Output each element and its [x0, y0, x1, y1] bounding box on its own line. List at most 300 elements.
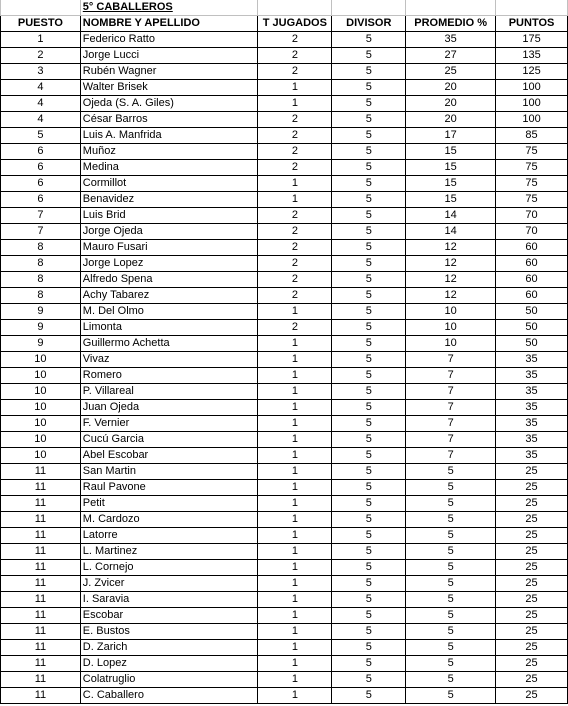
puntos-cell[interactable]: 75 [496, 160, 568, 176]
table-row [1, 320, 568, 336]
promedio-cell[interactable]: 7 [406, 400, 496, 416]
puesto-cell[interactable]: 8 [1, 256, 81, 272]
promedio-cell[interactable]: 14 [406, 224, 496, 240]
puesto-cell[interactable]: 11 [1, 672, 81, 688]
t-jugados-cell[interactable]: 1 [258, 384, 332, 400]
nombre-cell[interactable]: D. Lopez [80, 656, 258, 672]
puntos-cell[interactable]: 60 [496, 272, 568, 288]
puesto-cell[interactable]: 11 [1, 576, 81, 592]
promedio-cell[interactable]: 5 [406, 624, 496, 640]
puntos-cell[interactable]: 25 [496, 672, 568, 688]
table-row [1, 48, 568, 64]
nombre-cell[interactable]: Petit [80, 496, 258, 512]
puntos-cell[interactable]: 135 [496, 48, 568, 64]
promedio-cell[interactable]: 7 [406, 368, 496, 384]
t-jugados-cell[interactable]: 2 [258, 272, 332, 288]
puntos-cell[interactable]: 25 [496, 592, 568, 608]
t-jugados-cell[interactable]: 1 [258, 464, 332, 480]
t-jugados-cell[interactable]: 1 [258, 336, 332, 352]
header-t-jugados[interactable]: T JUGADOS [258, 16, 332, 32]
nombre-cell[interactable]: Benavidez [80, 192, 258, 208]
nombre-cell[interactable]: Luis Brid [80, 208, 258, 224]
puntos-cell[interactable]: 25 [496, 480, 568, 496]
nombre-cell[interactable]: Cucú Garcia [80, 432, 258, 448]
puntos-cell[interactable]: 25 [496, 528, 568, 544]
puntos-cell[interactable]: 25 [496, 464, 568, 480]
t-jugados-cell[interactable]: 2 [258, 64, 332, 80]
divisor-cell[interactable]: 5 [332, 448, 406, 464]
nombre-cell[interactable]: Limonta [80, 320, 258, 336]
header-nombre[interactable]: NOMBRE Y APELLIDO [80, 16, 258, 32]
promedio-cell[interactable]: 7 [406, 432, 496, 448]
puntos-cell[interactable]: 25 [496, 544, 568, 560]
header-row [1, 16, 568, 32]
puntos-cell[interactable]: 75 [496, 176, 568, 192]
puesto-cell[interactable]: 5 [1, 128, 81, 144]
t-jugados-cell[interactable]: 2 [258, 144, 332, 160]
puntos-cell[interactable]: 85 [496, 128, 568, 144]
puesto-cell[interactable]: 7 [1, 224, 81, 240]
title-blank-cell[interactable] [332, 0, 406, 16]
table-row [1, 480, 568, 496]
table-row [1, 400, 568, 416]
t-jugados-cell[interactable]: 2 [258, 288, 332, 304]
divisor-cell[interactable]: 5 [332, 640, 406, 656]
divisor-cell[interactable]: 5 [332, 176, 406, 192]
table-row [1, 208, 568, 224]
promedio-cell[interactable]: 5 [406, 464, 496, 480]
divisor-cell[interactable]: 5 [332, 432, 406, 448]
promedio-cell[interactable]: 5 [406, 656, 496, 672]
t-jugados-cell[interactable]: 2 [258, 160, 332, 176]
table-row [1, 352, 568, 368]
promedio-cell[interactable]: 7 [406, 384, 496, 400]
t-jugados-cell[interactable]: 1 [258, 448, 332, 464]
table-row [1, 64, 568, 80]
puntos-cell[interactable]: 25 [496, 688, 568, 704]
promedio-cell[interactable]: 7 [406, 416, 496, 432]
puesto-cell[interactable]: 11 [1, 480, 81, 496]
puntos-cell[interactable]: 35 [496, 384, 568, 400]
table-row [1, 656, 568, 672]
table-row [1, 160, 568, 176]
puntos-cell[interactable]: 50 [496, 336, 568, 352]
puesto-cell[interactable]: 9 [1, 304, 81, 320]
promedio-cell[interactable]: 27 [406, 48, 496, 64]
puesto-cell[interactable]: 4 [1, 112, 81, 128]
nombre-cell[interactable]: F. Vernier [80, 416, 258, 432]
t-jugados-cell[interactable]: 1 [258, 512, 332, 528]
table-row [1, 384, 568, 400]
table-row [1, 592, 568, 608]
nombre-cell[interactable]: Guillermo Achetta [80, 336, 258, 352]
header-puesto[interactable]: PUESTO [1, 16, 81, 32]
promedio-cell[interactable]: 15 [406, 176, 496, 192]
t-jugados-cell[interactable]: 1 [258, 176, 332, 192]
puesto-cell[interactable]: 11 [1, 464, 81, 480]
divisor-cell[interactable]: 5 [332, 224, 406, 240]
promedio-cell[interactable]: 25 [406, 64, 496, 80]
promedio-cell[interactable]: 5 [406, 608, 496, 624]
puesto-cell[interactable]: 10 [1, 384, 81, 400]
puesto-cell[interactable]: 11 [1, 640, 81, 656]
puesto-cell[interactable]: 8 [1, 288, 81, 304]
t-jugados-cell[interactable]: 1 [258, 608, 332, 624]
t-jugados-cell[interactable]: 1 [258, 192, 332, 208]
nombre-cell[interactable]: Rubén Wagner [80, 64, 258, 80]
divisor-cell[interactable]: 5 [332, 608, 406, 624]
t-jugados-cell[interactable]: 1 [258, 624, 332, 640]
table-row [1, 368, 568, 384]
nombre-cell[interactable]: Abel Escobar [80, 448, 258, 464]
table-row [1, 672, 568, 688]
puntos-cell[interactable]: 25 [496, 560, 568, 576]
nombre-cell[interactable]: Vivaz [80, 352, 258, 368]
divisor-cell[interactable]: 5 [332, 352, 406, 368]
t-jugados-cell[interactable]: 1 [258, 416, 332, 432]
divisor-cell[interactable]: 5 [332, 384, 406, 400]
promedio-cell[interactable]: 7 [406, 352, 496, 368]
puntos-cell[interactable]: 35 [496, 448, 568, 464]
nombre-cell[interactable]: Jorge Ojeda [80, 224, 258, 240]
puntos-cell[interactable]: 60 [496, 240, 568, 256]
table-row [1, 272, 568, 288]
nombre-cell[interactable]: Federico Ratto [80, 32, 258, 48]
divisor-cell[interactable]: 5 [332, 592, 406, 608]
nombre-cell[interactable]: D. Zarich [80, 640, 258, 656]
promedio-cell[interactable]: 5 [406, 528, 496, 544]
t-jugados-cell[interactable]: 1 [258, 80, 332, 96]
table-row [1, 608, 568, 624]
puesto-cell[interactable]: 1 [1, 32, 81, 48]
nombre-cell[interactable]: Jorge Lopez [80, 256, 258, 272]
divisor-cell[interactable]: 5 [332, 32, 406, 48]
puesto-cell[interactable]: 10 [1, 448, 81, 464]
promedio-cell[interactable]: 35 [406, 32, 496, 48]
category-title[interactable]: 5° CABALLEROS [80, 0, 258, 16]
t-jugados-cell[interactable]: 2 [258, 320, 332, 336]
divisor-cell[interactable]: 5 [332, 64, 406, 80]
promedio-cell[interactable]: 12 [406, 288, 496, 304]
nombre-cell[interactable]: Mauro Fusari [80, 240, 258, 256]
promedio-cell[interactable]: 5 [406, 688, 496, 704]
promedio-cell[interactable]: 15 [406, 144, 496, 160]
divisor-cell[interactable]: 5 [332, 208, 406, 224]
table-row [1, 544, 568, 560]
puesto-cell[interactable]: 11 [1, 528, 81, 544]
t-jugados-cell[interactable]: 2 [258, 128, 332, 144]
nombre-cell[interactable]: E. Bustos [80, 624, 258, 640]
divisor-cell[interactable]: 5 [332, 480, 406, 496]
puesto-cell[interactable]: 10 [1, 352, 81, 368]
promedio-cell[interactable]: 14 [406, 208, 496, 224]
divisor-cell[interactable]: 5 [332, 288, 406, 304]
table-row [1, 576, 568, 592]
puntos-cell[interactable]: 100 [496, 112, 568, 128]
puntos-cell[interactable]: 75 [496, 144, 568, 160]
puntos-cell[interactable]: 35 [496, 416, 568, 432]
puesto-cell[interactable]: 9 [1, 320, 81, 336]
t-jugados-cell[interactable]: 1 [258, 352, 332, 368]
title-blank-cell[interactable] [1, 0, 81, 16]
table-row [1, 528, 568, 544]
divisor-cell[interactable]: 5 [332, 112, 406, 128]
puesto-cell[interactable]: 4 [1, 80, 81, 96]
t-jugados-cell[interactable]: 1 [258, 368, 332, 384]
puntos-cell[interactable]: 125 [496, 64, 568, 80]
t-jugados-cell[interactable]: 1 [258, 432, 332, 448]
puesto-cell[interactable]: 11 [1, 624, 81, 640]
divisor-cell[interactable]: 5 [332, 512, 406, 528]
puesto-cell[interactable]: 11 [1, 544, 81, 560]
promedio-cell[interactable]: 15 [406, 160, 496, 176]
table-row [1, 512, 568, 528]
nombre-cell[interactable]: J. Zvicer [80, 576, 258, 592]
promedio-cell[interactable]: 12 [406, 256, 496, 272]
nombre-cell[interactable]: Ojeda (S. A. Giles) [80, 96, 258, 112]
nombre-cell[interactable]: M. Cardozo [80, 512, 258, 528]
promedio-cell[interactable]: 5 [406, 672, 496, 688]
puntos-cell[interactable]: 60 [496, 256, 568, 272]
puntos-cell[interactable]: 175 [496, 32, 568, 48]
t-jugados-cell[interactable]: 1 [258, 560, 332, 576]
divisor-cell[interactable]: 5 [332, 400, 406, 416]
t-jugados-cell[interactable]: 1 [258, 528, 332, 544]
t-jugados-cell[interactable]: 1 [258, 592, 332, 608]
puesto-cell[interactable]: 11 [1, 512, 81, 528]
title-blank-cell[interactable] [406, 0, 496, 16]
nombre-cell[interactable]: César Barros [80, 112, 258, 128]
puesto-cell[interactable]: 11 [1, 688, 81, 704]
puntos-cell[interactable]: 60 [496, 288, 568, 304]
table-row [1, 80, 568, 96]
divisor-cell[interactable]: 5 [332, 656, 406, 672]
divisor-cell[interactable]: 5 [332, 240, 406, 256]
t-jugados-cell[interactable]: 1 [258, 304, 332, 320]
divisor-cell[interactable]: 5 [332, 128, 406, 144]
puesto-cell[interactable]: 6 [1, 144, 81, 160]
divisor-cell[interactable]: 5 [332, 368, 406, 384]
divisor-cell[interactable]: 5 [332, 336, 406, 352]
t-jugados-cell[interactable]: 1 [258, 400, 332, 416]
t-jugados-cell[interactable]: 1 [258, 496, 332, 512]
puntos-cell[interactable]: 25 [496, 624, 568, 640]
t-jugados-cell[interactable]: 2 [258, 32, 332, 48]
table-row [1, 96, 568, 112]
promedio-cell[interactable]: 5 [406, 480, 496, 496]
puntos-cell[interactable]: 25 [496, 608, 568, 624]
puesto-cell[interactable]: 10 [1, 368, 81, 384]
table-row [1, 32, 568, 48]
t-jugados-cell[interactable]: 2 [258, 240, 332, 256]
puesto-cell[interactable]: 8 [1, 240, 81, 256]
table-row [1, 496, 568, 512]
puntos-cell[interactable]: 70 [496, 224, 568, 240]
t-jugados-cell[interactable]: 1 [258, 688, 332, 704]
divisor-cell[interactable]: 5 [332, 320, 406, 336]
t-jugados-cell[interactable]: 1 [258, 96, 332, 112]
puntos-cell[interactable]: 35 [496, 368, 568, 384]
promedio-cell[interactable]: 17 [406, 128, 496, 144]
nombre-cell[interactable]: San Martin [80, 464, 258, 480]
promedio-cell[interactable]: 20 [406, 80, 496, 96]
nombre-cell[interactable]: C. Caballero [80, 688, 258, 704]
promedio-cell[interactable]: 5 [406, 560, 496, 576]
puesto-cell[interactable]: 7 [1, 208, 81, 224]
divisor-cell[interactable]: 5 [332, 544, 406, 560]
nombre-cell[interactable]: Luis A. Manfrida [80, 128, 258, 144]
divisor-cell[interactable]: 5 [332, 160, 406, 176]
nombre-cell[interactable]: Juan Ojeda [80, 400, 258, 416]
table-row [1, 192, 568, 208]
puesto-cell[interactable]: 3 [1, 64, 81, 80]
table-row [1, 240, 568, 256]
divisor-cell[interactable]: 5 [332, 304, 406, 320]
divisor-cell[interactable]: 5 [332, 96, 406, 112]
puesto-cell[interactable]: 8 [1, 272, 81, 288]
header-divisor[interactable]: DIVISOR [332, 16, 406, 32]
puesto-cell[interactable]: 10 [1, 400, 81, 416]
t-jugados-cell[interactable]: 2 [258, 112, 332, 128]
t-jugados-cell[interactable]: 1 [258, 576, 332, 592]
header-puntos[interactable]: PUNTOS [496, 16, 568, 32]
puntos-cell[interactable]: 25 [496, 512, 568, 528]
puesto-cell[interactable]: 11 [1, 496, 81, 512]
divisor-cell[interactable]: 5 [332, 496, 406, 512]
divisor-cell[interactable]: 5 [332, 144, 406, 160]
t-jugados-cell[interactable]: 1 [258, 640, 332, 656]
puesto-cell[interactable]: 10 [1, 432, 81, 448]
t-jugados-cell[interactable]: 1 [258, 672, 332, 688]
promedio-cell[interactable]: 10 [406, 320, 496, 336]
t-jugados-cell[interactable]: 1 [258, 480, 332, 496]
nombre-cell[interactable]: Raul Pavone [80, 480, 258, 496]
puntos-cell[interactable]: 35 [496, 400, 568, 416]
puntos-cell[interactable]: 35 [496, 432, 568, 448]
table-row [1, 416, 568, 432]
nombre-cell[interactable]: M. Del Olmo [80, 304, 258, 320]
promedio-cell[interactable]: 20 [406, 96, 496, 112]
promedio-cell[interactable]: 5 [406, 592, 496, 608]
promedio-cell[interactable]: 5 [406, 640, 496, 656]
puntos-cell[interactable]: 25 [496, 656, 568, 672]
nombre-cell[interactable]: L. Cornejo [80, 560, 258, 576]
divisor-cell[interactable]: 5 [332, 416, 406, 432]
t-jugados-cell[interactable]: 2 [258, 224, 332, 240]
puesto-cell[interactable]: 2 [1, 48, 81, 64]
nombre-cell[interactable]: Cormillot [80, 176, 258, 192]
promedio-cell[interactable]: 20 [406, 112, 496, 128]
puntos-cell[interactable]: 50 [496, 304, 568, 320]
promedio-cell[interactable]: 12 [406, 240, 496, 256]
puesto-cell[interactable]: 11 [1, 592, 81, 608]
title-blank-cell[interactable] [496, 0, 568, 16]
puntos-cell[interactable]: 70 [496, 208, 568, 224]
promedio-cell[interactable]: 5 [406, 496, 496, 512]
promedio-cell[interactable]: 15 [406, 192, 496, 208]
nombre-cell[interactable]: I. Saravia [80, 592, 258, 608]
nombre-cell[interactable]: P. Villareal [80, 384, 258, 400]
divisor-cell[interactable]: 5 [332, 528, 406, 544]
puntos-cell[interactable]: 35 [496, 352, 568, 368]
divisor-cell[interactable]: 5 [332, 464, 406, 480]
t-jugados-cell[interactable]: 1 [258, 656, 332, 672]
table-row [1, 640, 568, 656]
nombre-cell[interactable]: Medina [80, 160, 258, 176]
puntos-cell[interactable]: 25 [496, 640, 568, 656]
promedio-cell[interactable]: 5 [406, 512, 496, 528]
puntos-cell[interactable]: 100 [496, 96, 568, 112]
puesto-cell[interactable]: 6 [1, 192, 81, 208]
t-jugados-cell[interactable]: 2 [258, 256, 332, 272]
puntos-cell[interactable]: 25 [496, 576, 568, 592]
t-jugados-cell[interactable]: 2 [258, 208, 332, 224]
promedio-cell[interactable]: 7 [406, 448, 496, 464]
nombre-cell[interactable]: Jorge Lucci [80, 48, 258, 64]
puntos-cell[interactable]: 25 [496, 496, 568, 512]
divisor-cell[interactable]: 5 [332, 688, 406, 704]
promedio-cell[interactable]: 10 [406, 336, 496, 352]
puesto-cell[interactable]: 6 [1, 160, 81, 176]
header-promedio[interactable]: PROMEDIO % [406, 16, 496, 32]
nombre-cell[interactable]: Romero [80, 368, 258, 384]
divisor-cell[interactable]: 5 [332, 576, 406, 592]
nombre-cell[interactable]: Muñoz [80, 144, 258, 160]
promedio-cell[interactable]: 12 [406, 272, 496, 288]
nombre-cell[interactable]: L. Martinez [80, 544, 258, 560]
table-row [1, 624, 568, 640]
promedio-cell[interactable]: 5 [406, 576, 496, 592]
puesto-cell[interactable]: 9 [1, 336, 81, 352]
puesto-cell[interactable]: 4 [1, 96, 81, 112]
t-jugados-cell[interactable]: 2 [258, 48, 332, 64]
divisor-cell[interactable]: 5 [332, 560, 406, 576]
nombre-cell[interactable]: Alfredo Spena [80, 272, 258, 288]
promedio-cell[interactable]: 10 [406, 304, 496, 320]
puesto-cell[interactable]: 11 [1, 560, 81, 576]
nombre-cell[interactable]: Latorre [80, 528, 258, 544]
table-row [1, 256, 568, 272]
nombre-cell[interactable]: Escobar [80, 608, 258, 624]
nombre-cell[interactable]: Colatruglio [80, 672, 258, 688]
puesto-cell[interactable]: 6 [1, 176, 81, 192]
title-row [1, 0, 568, 16]
divisor-cell[interactable]: 5 [332, 80, 406, 96]
puesto-cell[interactable]: 11 [1, 608, 81, 624]
puesto-cell[interactable]: 10 [1, 416, 81, 432]
title-blank-cell[interactable] [258, 0, 332, 16]
puntos-cell[interactable]: 50 [496, 320, 568, 336]
divisor-cell[interactable]: 5 [332, 256, 406, 272]
divisor-cell[interactable]: 5 [332, 624, 406, 640]
puntos-cell[interactable]: 100 [496, 80, 568, 96]
table-row [1, 144, 568, 160]
table-row [1, 432, 568, 448]
table-row [1, 304, 568, 320]
divisor-cell[interactable]: 5 [332, 192, 406, 208]
divisor-cell[interactable]: 5 [332, 672, 406, 688]
nombre-cell[interactable]: Walter Brisek [80, 80, 258, 96]
promedio-cell[interactable]: 5 [406, 544, 496, 560]
table-row [1, 464, 568, 480]
t-jugados-cell[interactable]: 1 [258, 544, 332, 560]
divisor-cell[interactable]: 5 [332, 272, 406, 288]
puesto-cell[interactable]: 11 [1, 656, 81, 672]
nombre-cell[interactable]: Achy Tabarez [80, 288, 258, 304]
puntos-cell[interactable]: 75 [496, 192, 568, 208]
table-row [1, 688, 568, 704]
divisor-cell[interactable]: 5 [332, 48, 406, 64]
